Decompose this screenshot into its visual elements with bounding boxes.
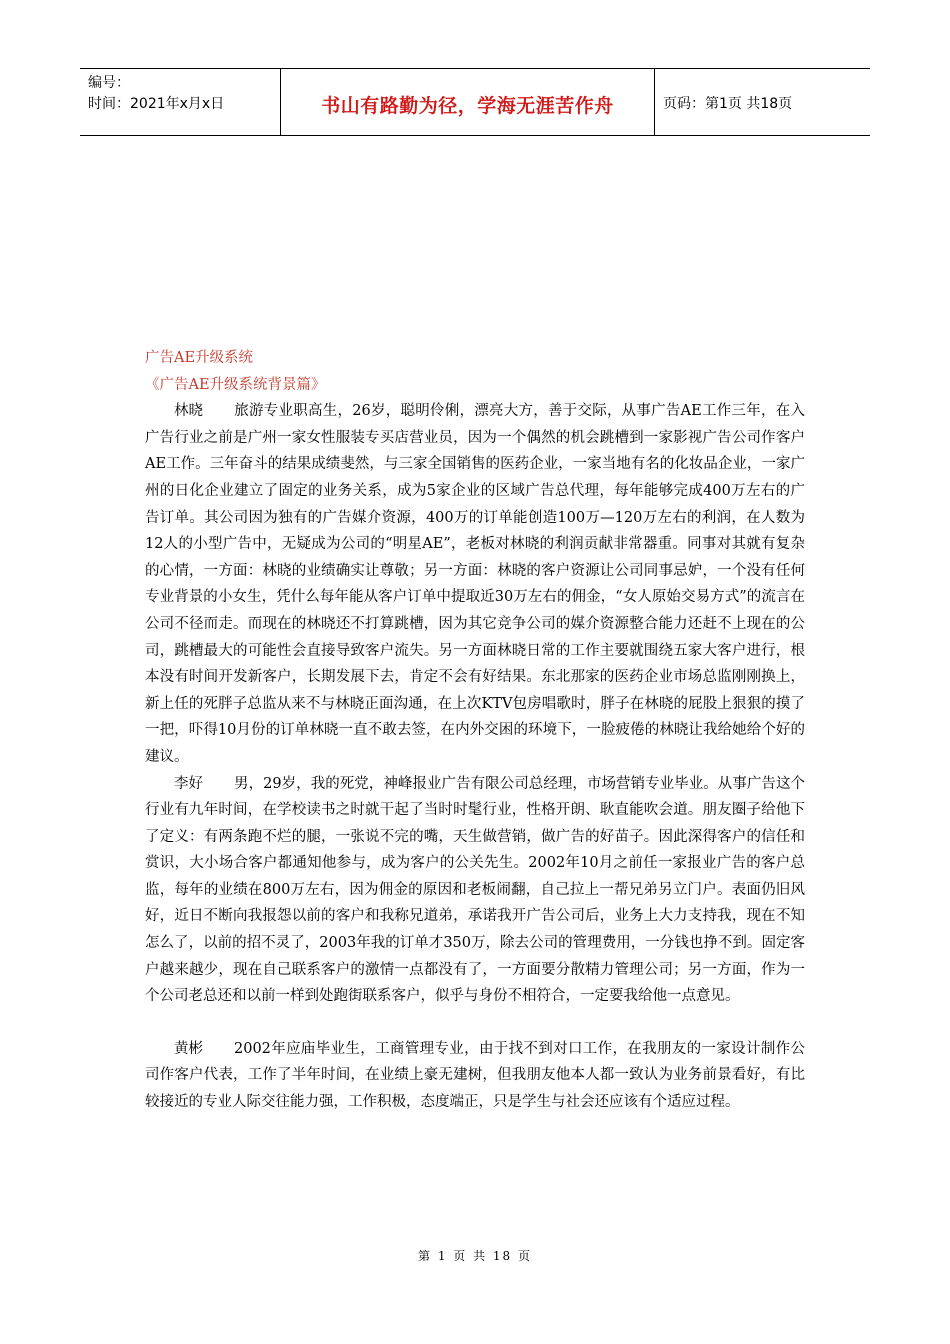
document-body [145, 345, 805, 1116]
page-label: 页码：第1页 共18页 [663, 96, 793, 112]
paragraph-text: 旅游专业职高生，26岁，聪明伶俐，漂亮大方，善于交际，从事广告AE工作三年，在入广告行业之前是广州一家女性服装专买店营业员，因为一个偶然的机会跳槽到一家影视广告公司作客户AE工作。三年奋斗的结果成绩斐然，与三家全国销售的医药企业，一家当地有名的化妆品企业，一家广州的日化企业建立了固定的业务关系，成为5家企业的区域广告总代理，每年能够完成400万左右的广告订单。其公司因为独有的广告媒介资源，400万的订单能创造100万—120万左右的利润，在人数为12人的小型广告中，无疑成为公司的“明星AE”，老板对林晓的利润贡献非常器重。同事对其就有复杂的心情，一方面：林晓的业绩确实让尊敬；另一方面：林晓的客户资源让公司同事忌妒，一个没有任何专业背景的小女生，凭什么每年能从客户订单中提取近30万左右的佣金，“女人原始交易方式”的流言在公司不径而走。而现在的林晓还不打算跳槽，因为其它竞争公司的媒介资源整合能力还赶不上现在的公司，跳槽最大的可能性会直接导致客户流失。另一方面林晓日常的工作主要就围绕五家大客户进行，根本没有时间开发新客户，长期发展下去，肯定不会有好结果。东北那家的医药企业市场总监刚刚换上，新上任的死胖子总监从来不与林晓正面沟通，在上次KTV包房唱歌时，胖子在林晓的屁股上狠狠的摸了一把，吓得10月份的订单林晓一直不敢去签，在内外交困的环境下，一脸疲倦的林晓让我给她给个好的建议。 [145, 403, 805, 765]
paragraph-text: 男，29岁，我的死党，神峰报业广告有限公司总经理，市场营销专业毕业。从事广告这个行业有九年时间，在学校读书之时就干起了当时时髦行业，性格开朗、耿直能吹会道。朋友圈子给他下了定义：有两条跑不烂的腿，一张说不完的嘴，天生做营销，做广告的好苗子。因此深得客户的信任和赏识，大小场合客户都通知他参与，成为客户的公关先生。2002年10月之前任一家报业广告的客户总监，每年的业绩在800万左右，因为佣金的原因和老板闹翻，自己拉上一帮兄弟另立门户。表面仍旧风好，近日不断向我报怨以前的客户和我称兄道弟，承诺我开广告公司后，业务上大力支持我，现在不知怎么了，以前的招不灵了，2003年我的订单才350万，除去公司的管理费用，一分钱也挣不到。固定客户越来越少，现在自己联系客户的激情一点都没有了，一方面要分散精力管理公司；另一方面，作为一个公司老总还和以前一样到处跑街联系客户，似乎与身份不相符合，一定要我给他一点意见。 [145, 775, 805, 1005]
paragraph-huangbin [145, 1036, 805, 1116]
page-footer [0, 1247, 950, 1264]
header-meta [80, 69, 281, 135]
document-header [80, 68, 870, 136]
paragraph-text: 2002年应庙毕业生，工商管理专业，由于找不到对口工作，在我朋友的一家设计制作公司作客户代表，工作了半年时间，在业绩上豪无建树，但我朋友他本人都一致认为业务前景看好，有比较接近的专业人际交往能力强，工作积极，态度端正，只是学生与社会还应该有个适应过程。 [145, 1040, 805, 1111]
document-title: 广告AE升级系统 [145, 350, 254, 366]
paragraph-lihao [145, 771, 805, 1010]
motto-text: 书山有路勤为径，学海无涯苦作舟 [321, 94, 614, 117]
person-name: 黄彬 [174, 1040, 203, 1057]
paragraph-gap [145, 1010, 805, 1036]
person-name: 李好 [174, 775, 203, 792]
header-motto-cell [281, 69, 655, 135]
header-page-cell [655, 69, 870, 135]
footer-page-number: 第 1 页 共 18 页 [418, 1249, 532, 1263]
number-label: 编号： [88, 75, 130, 91]
time-label: 时间：2021年x月x日 [88, 96, 225, 112]
paragraph-linxiao [145, 398, 805, 770]
person-name: 林晓 [174, 403, 203, 420]
document-subtitle: 《广告AE升级系统背景篇》 [145, 376, 326, 393]
